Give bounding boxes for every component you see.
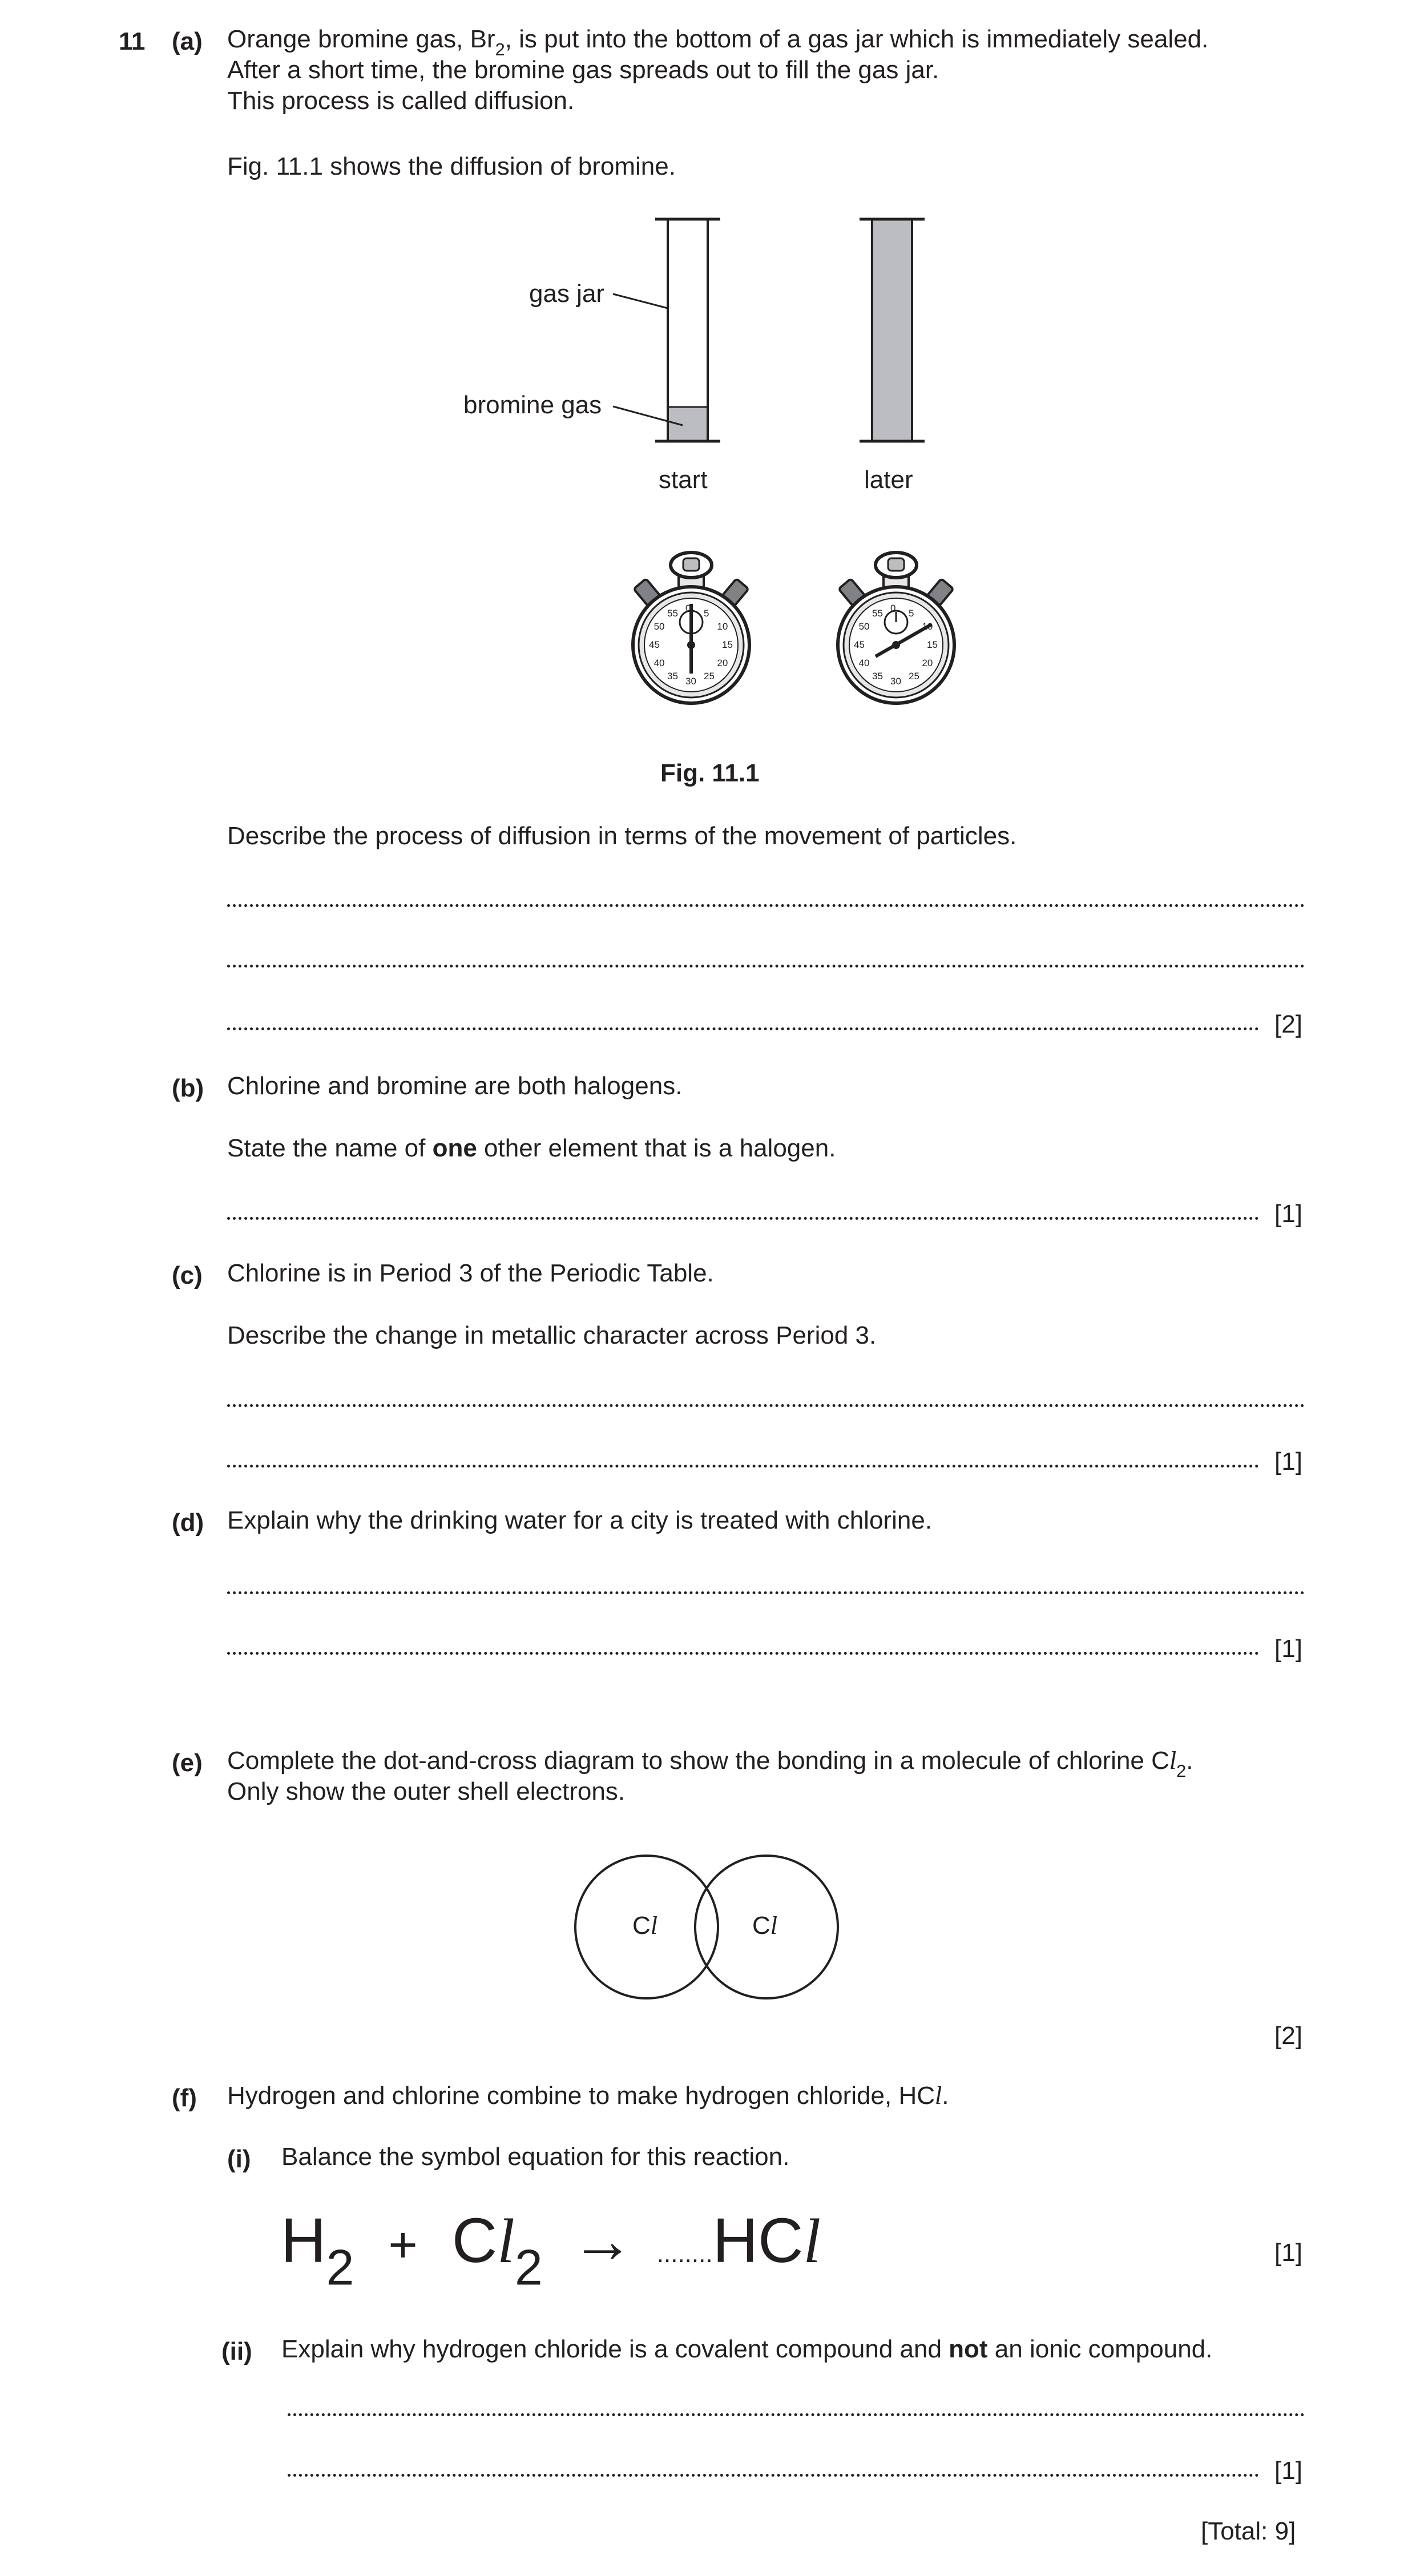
eq-l2: l [803, 2206, 821, 2276]
part-b-text-2-bold: one [432, 1134, 477, 1162]
stopwatch-number: 50 [653, 621, 665, 632]
stopwatch-number: 5 [909, 607, 914, 619]
part-f-text-1-post: . [942, 2082, 949, 2110]
part-b-text-2 [227, 1133, 836, 1164]
part-d-label: (d) [172, 1509, 204, 1537]
part-e-label: (e) [172, 1749, 203, 1777]
stopwatch-number: 55 [667, 607, 678, 619]
sub-i-label: (i) [227, 2145, 251, 2173]
stopwatch-number: 35 [667, 671, 678, 682]
sub-ii-text-pre: Explain why hydrogen chloride is a covalent compound and [281, 2335, 949, 2363]
stopwatch-number: 5 [704, 607, 709, 619]
part-c-text-1: Chlorine is in Period 3 of the Periodic Table. [227, 1259, 714, 1287]
stopwatch-number: 0 [685, 603, 691, 614]
part-f-text-1 [227, 2081, 949, 2111]
answer-line-c-2[interactable] [227, 1465, 1259, 1468]
marks-e: [2] [1274, 2022, 1302, 2050]
stopwatch-number: 50 [858, 621, 870, 632]
label-gas-jar: gas jar [529, 280, 605, 308]
part-a-intro-1-post: , is put into the bottom of a gas jar which is immediately sealed. [505, 25, 1209, 53]
marks-a: [2] [1274, 1010, 1302, 1038]
stopwatch-number: 25 [704, 671, 715, 682]
part-f-text-1-l: l [935, 2082, 942, 2110]
part-a-label: (a) [172, 27, 203, 55]
part-c-text-2: Describe the change in metallic character across Period 3. [227, 1321, 877, 1349]
eq-sub-2b: 2 [514, 2239, 543, 2296]
eq-l: l [497, 2206, 515, 2276]
stopwatch-number: 10 [717, 621, 728, 632]
eq-sub-2a: 2 [326, 2239, 354, 2296]
answer-line-f-ii-1[interactable] [288, 2413, 1305, 2416]
stopwatch-number: 15 [927, 639, 938, 650]
part-b-text-2-pre: State the name of [227, 1134, 433, 1162]
marks-d: [1] [1274, 1635, 1302, 1663]
total-marks: [Total: 9] [1201, 2517, 1296, 2545]
marks-c: [1] [1274, 1448, 1302, 1476]
stopwatch-number: 40 [653, 658, 665, 668]
eq-blank[interactable]: ........ [656, 2240, 713, 2268]
atom-label-right [752, 1911, 777, 1940]
gas-jar-leader [613, 294, 668, 308]
marks-b: [1] [1274, 1200, 1302, 1228]
stopwatch-number: 40 [858, 658, 870, 668]
fig-intro: Fig. 11.1 shows the diffusion of bromine. [227, 152, 676, 180]
part-a-intro-line-2: After a short time, the bromine gas spreads out to fill the gas jar. [227, 56, 939, 84]
eq-plus: + [388, 2216, 418, 2273]
part-f-label: (f) [172, 2084, 197, 2112]
label-later: later [864, 466, 913, 494]
part-a-intro-line-3: This process is called diffusion. [227, 87, 575, 115]
atom-right-c: C [752, 1912, 770, 1940]
sub-ii-label: (ii) [221, 2337, 252, 2365]
part-a-intro-1-pre: Orange bromine gas, Br [227, 25, 495, 53]
answer-line-a-2[interactable] [227, 965, 1305, 967]
answer-line-a-3[interactable] [227, 1027, 1259, 1030]
stopwatch-number: 30 [890, 676, 901, 687]
stopwatch-number: 45 [649, 639, 660, 650]
part-a-intro-1-sub: 2 [495, 39, 505, 59]
answer-line-c-1[interactable] [227, 1404, 1305, 1407]
part-b-text-2-post: other element that is a halogen. [477, 1134, 836, 1162]
part-e-text-1-post: . [1186, 1747, 1193, 1775]
eq-c: C [451, 2206, 498, 2276]
part-c-label: (c) [172, 1261, 203, 1289]
part-b-label: (b) [172, 1074, 204, 1102]
sub-i-text: Balance the symbol equation for this reaction. [281, 2143, 790, 2171]
stopwatch-number: 35 [872, 671, 883, 682]
fig-caption: Fig. 11.1 [660, 759, 760, 787]
question-number: 11 [119, 27, 146, 55]
sub-ii-text-post: an ionic compound. [987, 2335, 1213, 2363]
marks-f-i: [1] [1274, 2239, 1302, 2267]
answer-line-d-1[interactable] [227, 1591, 1305, 1594]
gas-jar-later [860, 219, 925, 441]
part-b-text-1: Chlorine and bromine are both halogens. [227, 1072, 683, 1100]
atom-left-c: C [632, 1912, 651, 1940]
answer-line-d-2[interactable] [227, 1652, 1259, 1655]
stopwatch-number: 25 [909, 671, 919, 682]
part-e-text-1-pre: Complete the dot-and-cross diagram to show the bonding in a molecule of chlorine C [227, 1747, 1169, 1775]
atom-right-l: l [770, 1912, 778, 1940]
part-e-text-1 [227, 1745, 1193, 1781]
stopwatch-number: 45 [854, 639, 865, 650]
answer-line-b-1[interactable] [227, 1217, 1259, 1220]
stopwatch-number: 55 [872, 607, 883, 619]
marks-f-ii: [1] [1274, 2457, 1302, 2485]
part-d-text-1: Explain why the drinking water for a city is treated with chlorine. [227, 1506, 933, 1534]
label-bromine-gas: bromine gas [463, 391, 602, 419]
part-e-text-1-l: l [1169, 1747, 1177, 1775]
symbol-equation [281, 2204, 821, 2296]
stopwatch-number: 20 [922, 658, 933, 668]
stopwatch-number: 0 [890, 603, 896, 614]
stopwatch-number: 20 [717, 658, 728, 668]
sub-ii-text [281, 2334, 1212, 2365]
eq-hc: HC [712, 2206, 804, 2276]
atom-left-l: l [650, 1912, 658, 1940]
answer-line-f-ii-2[interactable] [288, 2474, 1259, 2477]
gas-jar-start [655, 219, 720, 441]
stopwatch-number: 30 [685, 676, 696, 687]
eq-arrow: → [571, 2206, 634, 2276]
sub-ii-text-bold: not [949, 2335, 988, 2363]
atom-label-left [632, 1911, 657, 1940]
part-e-text-2: Only show the outer shell electrons. [227, 1777, 626, 1805]
part-e-text-1-sub: 2 [1176, 1760, 1187, 1781]
part-f-text-1-pre: Hydrogen and chlorine combine to make hydrogen chloride, HC [227, 2082, 935, 2110]
eq-h: H [281, 2206, 326, 2276]
stopwatch-number: 15 [722, 639, 733, 650]
stopwatch-number: 10 [922, 621, 933, 632]
label-start: start [659, 466, 708, 494]
part-a-question: Describe the process of diffusion in terms of the movement of particles. [227, 822, 1017, 850]
answer-line-a-1[interactable] [227, 904, 1305, 907]
